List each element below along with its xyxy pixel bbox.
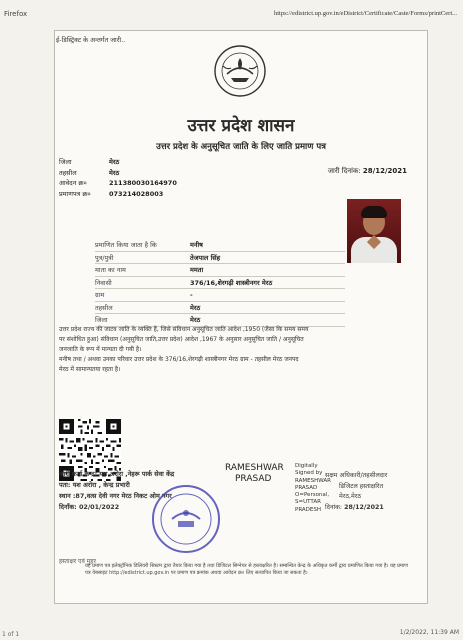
signer-name-line1: RAMESHWAR [225,463,284,473]
meta-row-district [59,157,177,168]
seal-label: हस्ताक्षर एवं मुहर [59,558,96,565]
officer-designation: डिजिटल हस्ताक्षरित [339,482,384,490]
browser-title: Firefox [4,10,28,18]
certificate-paragraph [59,325,421,375]
officer-block [325,471,425,513]
paragraph-line: उत्तर प्रदेश राज्य की जाटव जाति के व्यक्ति हैं, जिसे संविधान अनुसूचित जाति आदेश ,1950 (जैसा कि समय समय [59,326,309,333]
meta-label: आवेदन क्र० [59,179,87,187]
detail-value: मेरठ [190,303,201,312]
meta-row-certificate-no [59,189,177,200]
header-strip: ई-डिस्ट्रिक्ट के अन्तर्गत जारी.. [56,36,126,44]
detail-value: मनीष [190,241,203,250]
detail-row [95,314,345,326]
officer-title: सक्षम अधिकारी/तहसीलदार [325,472,388,479]
issue-date-value: 28/12/2021 [362,167,407,175]
detail-label: तहसील [95,303,113,312]
official-stamp-icon [150,483,222,555]
officer-place: मेरठ,मेरठ [339,493,362,500]
sig-detail-line: Signed by [295,470,323,477]
caste-certificate [54,30,428,604]
issuing-place: स्थान :87,वत्स देवी नगर मेरठ निकट ओम नगर [59,492,172,500]
detail-row [95,277,345,289]
page-marker: 1 of 1 [2,631,20,638]
detail-row [95,252,345,264]
issuing-address: पता: यश अरोरा , केन्द्र प्रभारी [59,481,130,489]
issue-date [328,167,407,176]
meta-value: 211380030164970 [109,179,177,187]
paragraph-line: पर संशोधित हुआ) संविधान (अनुसूचित जाति,उत्तर प्रदेश) आदेश ,1967 के अनुसार अनुसूचित जाति / अनुसूचित [59,336,304,343]
footer-note: यह प्रमाण पत्र इलेक्ट्रॉनिक डिलिवरी सिस्टम द्वारा तैयार किया गया है तथा डिजिटल सिग्नेचर से हस्ताक्षरित है। सम्बन्धित केन्द्र के अधिकृत कर्मी द्वारा प्रमाणित किया गया है। यह प्रमाण पत्र वेबसाइट http://edistrict.up.gov.in पर प्रमाण पत्र क्रमांक अथवा आवेदन क्र० लिए सत्यापित किया जा सकता है। [85,563,408,576]
meta-value: मेरठ [109,168,120,177]
sig-detail-line: PRADESH [295,506,322,513]
meta-label: प्रमाणपत्र क्र० [59,189,91,198]
issue-date-label: जारी दिनांक: [327,167,361,175]
sig-detail-line: S=UTTAR [295,499,321,506]
up-emblem-icon [213,44,267,98]
meta-label: तहसील [59,168,77,177]
signer-name-line2: PRASAD [235,474,272,484]
detail-value: 376/16,शेरगढ़ी शास्त्रीनगर मेरठ [190,278,273,287]
detail-value: तेजपाल सिंह [190,253,221,262]
detail-label: प्रमाणित किया जाता है कि [95,241,157,250]
detail-row [95,239,345,251]
detail-label: माता का नाम [95,266,126,275]
paragraph-line: जनजाति के रूप में मान्यता दी गयी है। [59,346,142,353]
details-table [95,239,345,327]
sig-detail-line: PRASAD [295,484,318,491]
paragraph-line: मेरठ में सामान्यतया रहता है। [59,366,121,373]
browser-url: https://edistrict.up.gov.in/eDistrict/Certificate/Caste/Forms/printCert... [274,10,457,17]
detail-value: मेरठ [190,316,201,325]
paragraph-line: मनीष तथा / अथवा उनका परिवार उत्तर प्रदेश के 376/16,शेरगढ़ी शास्त्रीनगर मेरठ ग्राम - तहसील मेरठ जनपद [59,356,299,363]
applicant-photo [347,199,401,263]
meta-value: मेरठ [109,158,120,166]
officer-date: 28/12/2021 [344,503,384,511]
detail-label: जिला [95,316,108,325]
detail-label: पुत्र/पुत्री [95,253,114,262]
meta-row-application-no [59,178,177,189]
meta-block [59,157,177,199]
meta-row-tehsil [59,168,177,179]
detail-label: निवासी [95,278,112,287]
detail-row [95,302,345,314]
print-datetime: 1/2/2022, 11:39 AM [399,629,459,636]
sig-detail-line: Digitally [295,463,318,469]
detail-label: ग्राम [95,291,105,300]
sig-detail-line: RAMESHWAR [295,477,331,484]
certificate-title: उत्तर प्रदेश के अनुसूचित जाति के लिए जाति प्रमाण पत्र [156,142,326,152]
detail-row [95,289,345,301]
detail-row [95,264,345,276]
state-title: उत्तर प्रदेश शासन [187,116,295,136]
detail-value: - [190,290,193,299]
officer-date-label: दिनांक: [325,503,343,511]
meta-label: जिला [59,158,72,166]
detail-value: ममता [190,266,204,275]
issuing-center: जारी कर्ता केन्द्र: यश अरोरा ,नेहरू पार्क सेवा केंद्र [59,470,175,478]
sig-detail-line: O=Personal, [295,492,330,499]
meta-value: 073214028003 [109,189,164,198]
issuing-date: दिनाँक: 02/01/2022 [59,503,120,511]
